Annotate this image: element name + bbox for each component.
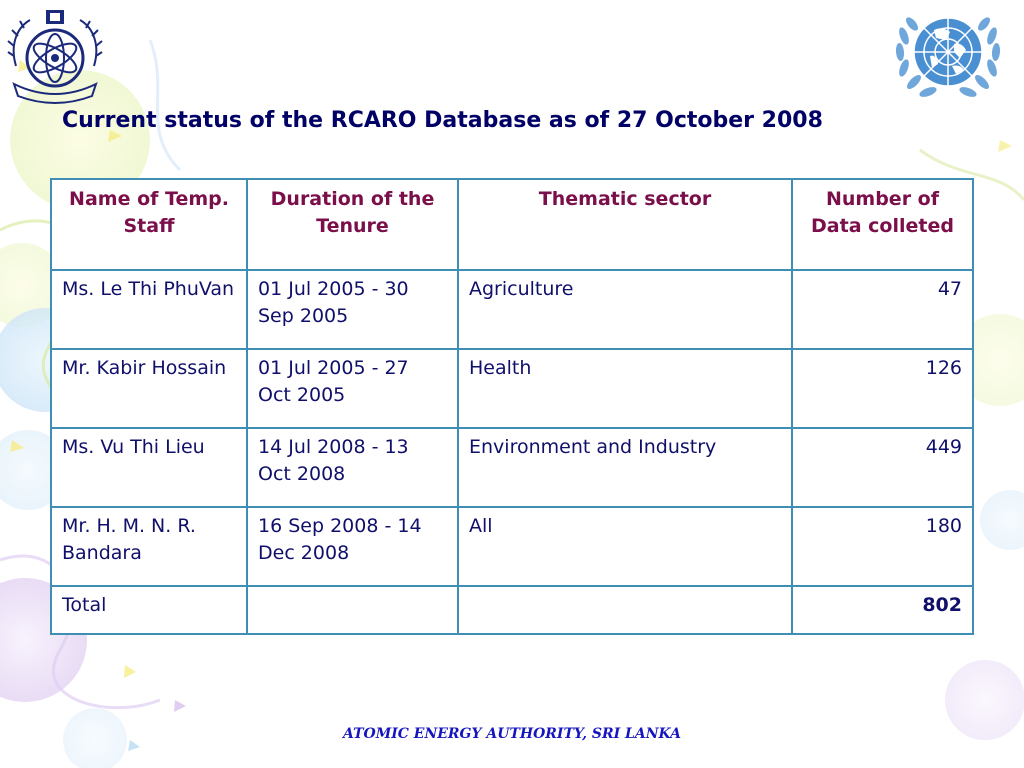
table-row (51, 349, 973, 428)
total-count: 802 (792, 586, 973, 634)
united-nations-emblem-icon (890, 6, 1006, 104)
table-header-row (51, 179, 973, 270)
table-total-row (51, 586, 973, 634)
cell-duration: 16 Sep 2008 - 14 Dec 2008 (247, 507, 458, 586)
cell-name: Ms. Le Thi PhuVan (51, 270, 247, 349)
cell-sector: Health (458, 349, 792, 428)
cell-duration: 01 Jul 2005 - 30 Sep 2005 (247, 270, 458, 349)
header-sector: Thematic sector (458, 179, 792, 270)
table-row (51, 507, 973, 586)
header-count: Number of Data colleted (792, 179, 973, 270)
slide-title: Current status of the RCARO Database as of 27 October 2008 (62, 108, 823, 133)
cell-name: Mr. H. M. N. R. Bandara (51, 507, 247, 586)
cell-count: 449 (792, 428, 973, 507)
atomic-energy-authority-emblem-icon (6, 6, 104, 106)
cell-sector: Agriculture (458, 270, 792, 349)
rcaro-database-table (50, 178, 974, 635)
header-name: Name of Temp. Staff (51, 179, 247, 270)
cell-count: 126 (792, 349, 973, 428)
table-row (51, 428, 973, 507)
cell-count: 47 (792, 270, 973, 349)
header-duration: Duration of the Tenure (247, 179, 458, 270)
cell-name: Mr. Kabir Hossain (51, 349, 247, 428)
total-label: Total (51, 586, 247, 634)
table-row (51, 270, 973, 349)
cell-duration: 14 Jul 2008 - 13 Oct 2008 (247, 428, 458, 507)
cell-duration: 01 Jul 2005 - 27 Oct 2005 (247, 349, 458, 428)
cell-count: 180 (792, 507, 973, 586)
total-sector (458, 586, 792, 634)
cell-sector: All (458, 507, 792, 586)
slide-footer: ATOMIC ENERGY AUTHORITY, SRI LANKA (343, 726, 681, 742)
total-duration (247, 586, 458, 634)
cell-sector: Environment and Industry (458, 428, 792, 507)
cell-name: Ms. Vu Thi Lieu (51, 428, 247, 507)
